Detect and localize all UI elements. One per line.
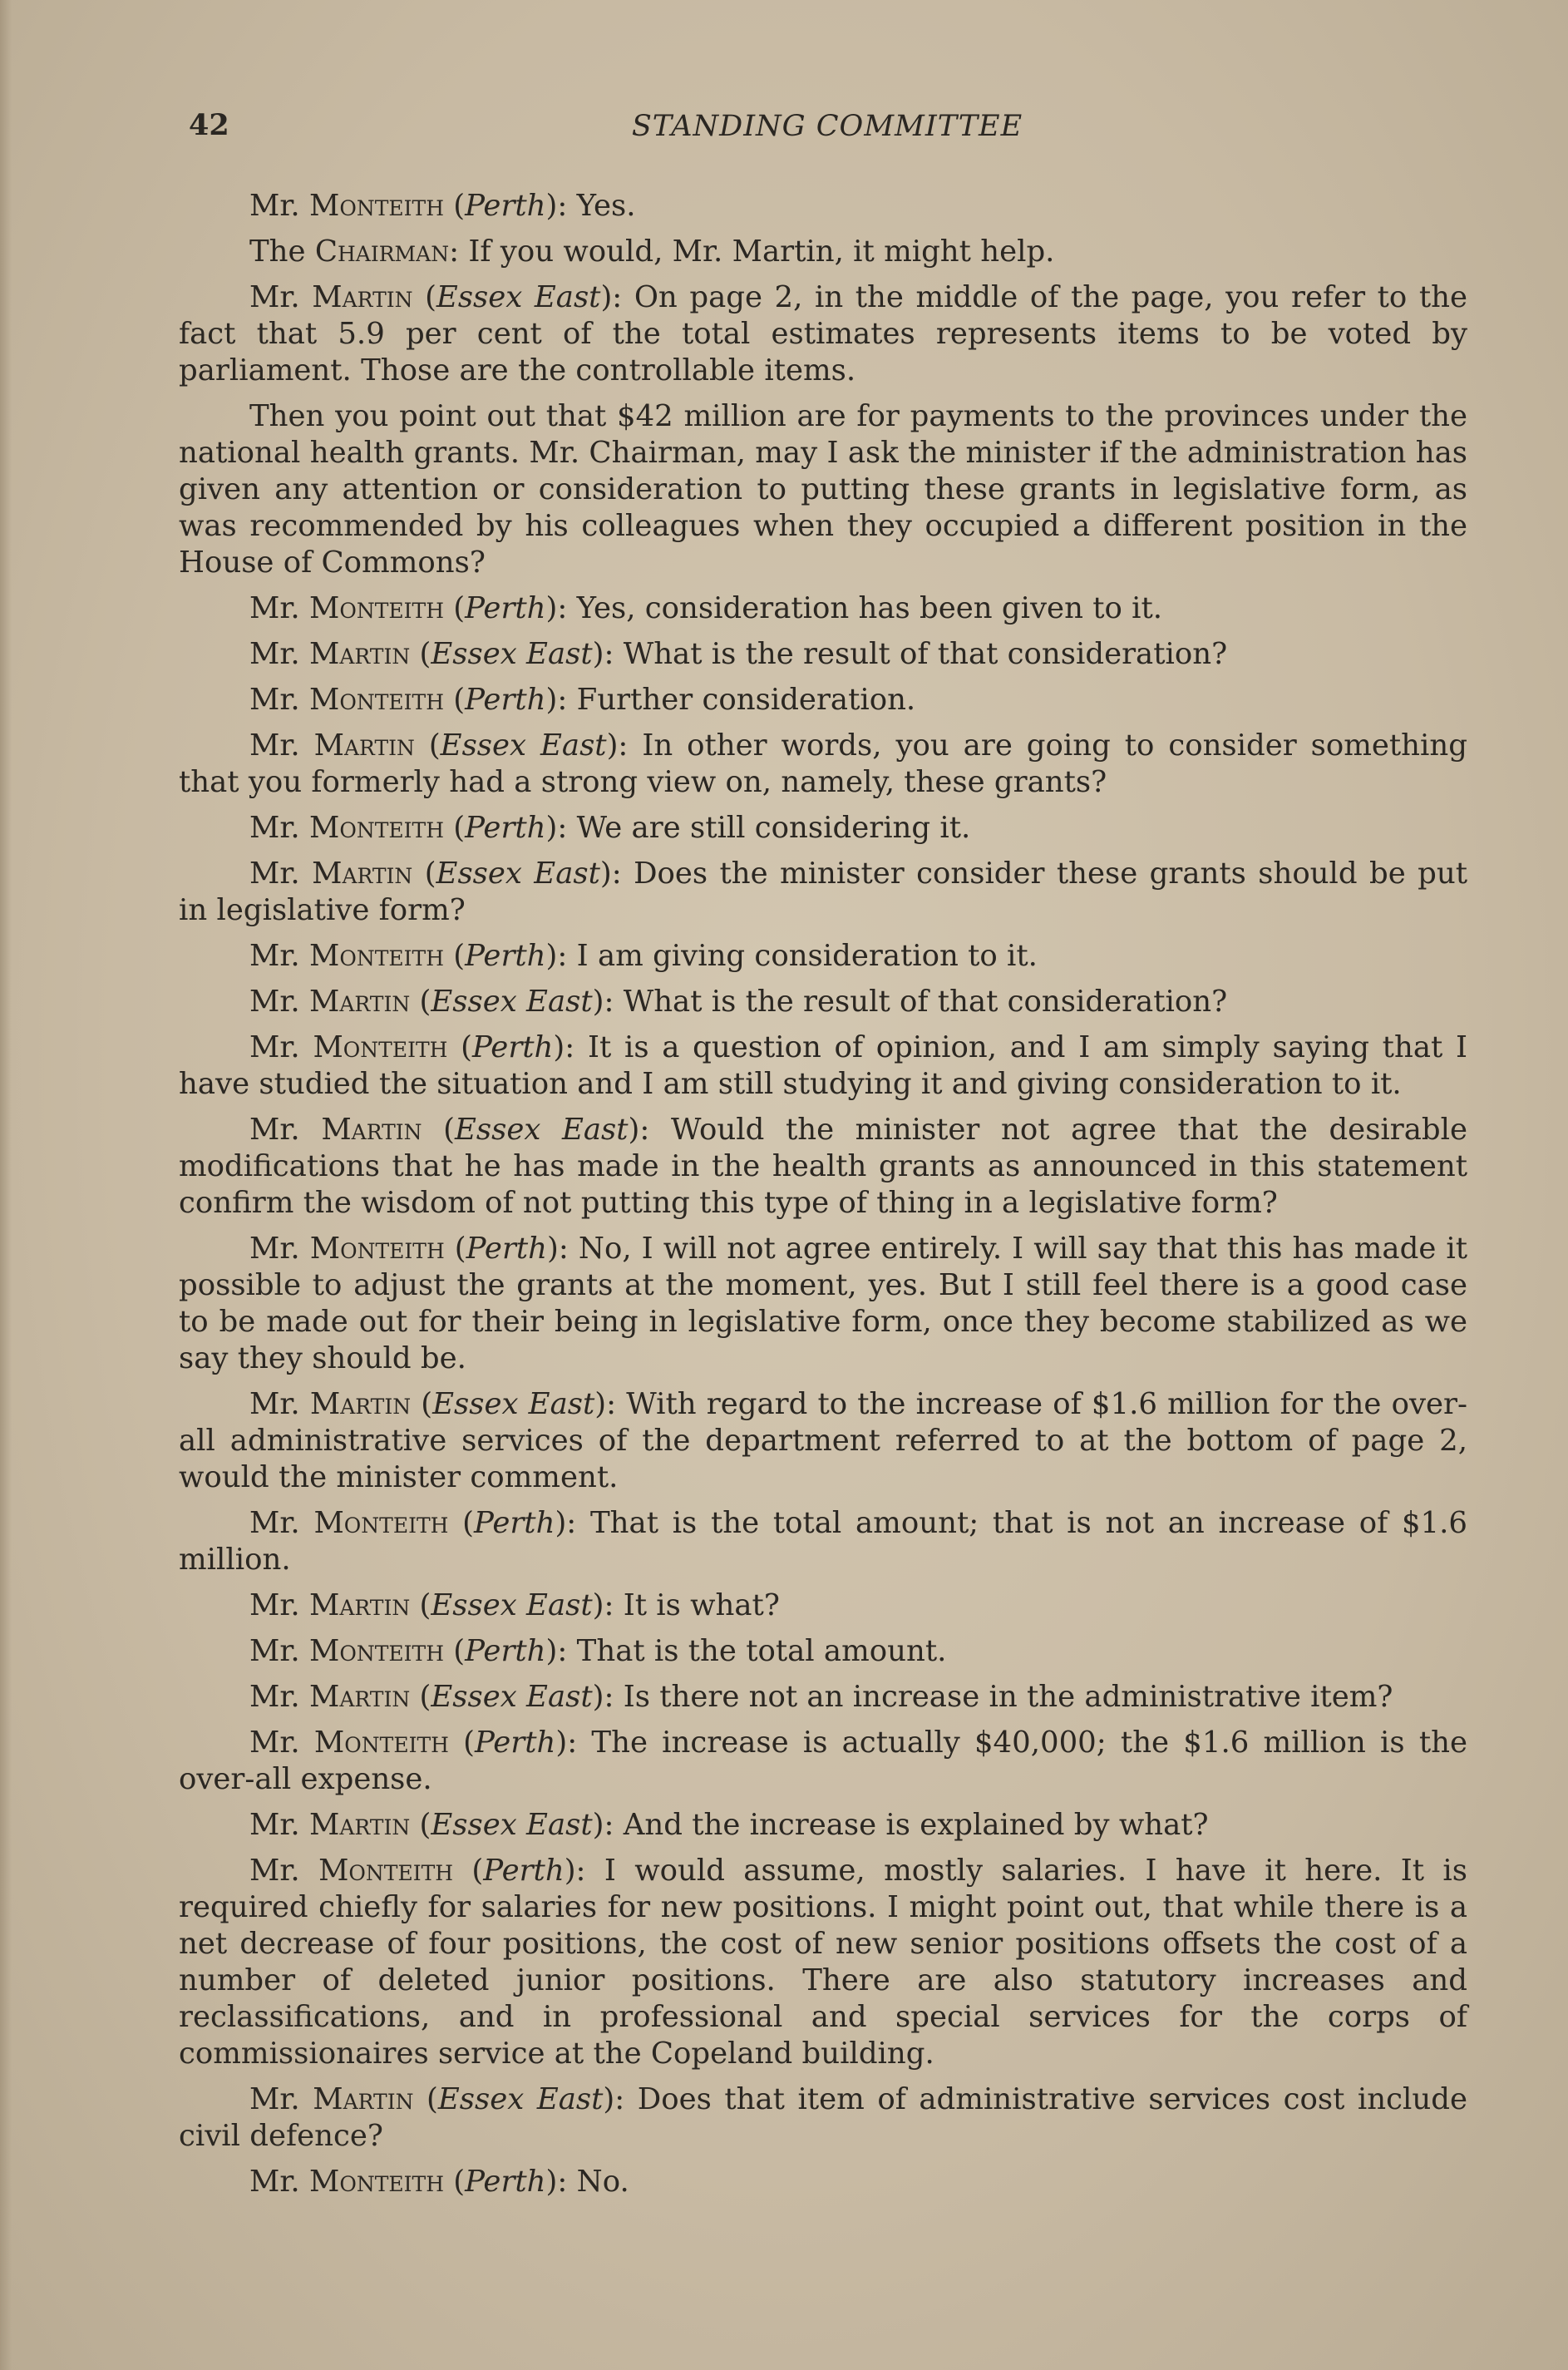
speaker-name: Martin [321, 1113, 422, 1147]
speaker-riding: Perth [465, 811, 546, 845]
paren-close: ): [592, 637, 624, 671]
transcript-paragraph [179, 279, 1467, 389]
statement-text: Would the minister not agree that the desirable modifications that he has made in the health grants as announced in this statement confirm the wisdom of not putting this type of thing in a legislative form? [179, 1113, 1467, 1220]
speaker-riding: Essex East [432, 1387, 595, 1421]
page-header [179, 100, 1476, 166]
statement-text: That is the total amount; that is not an increase of $1.6 million. [179, 1506, 1467, 1577]
transcript-paragraph [179, 1725, 1467, 1798]
speaker-riding: Essex East [436, 280, 601, 314]
transcript-paragraph [179, 728, 1467, 801]
speaker-name: Monteith [309, 591, 444, 625]
speaker-honorific: Mr. [249, 1030, 313, 1064]
paren-open: ( [412, 857, 436, 891]
speaker-honorific: Mr. [249, 1506, 314, 1540]
speaker-honorific: Mr. [249, 985, 309, 1019]
speaker-honorific: Mr. [249, 1680, 309, 1714]
speaker-honorific: Mr. [249, 1808, 309, 1842]
paren-open: ( [444, 591, 466, 625]
paren-open: ( [410, 637, 431, 671]
speaker-riding: Perth [465, 683, 546, 717]
speaker-name: Monteith [313, 1030, 448, 1064]
statement-text: And the increase is explained by what? [623, 1808, 1209, 1842]
speaker-name: Martin [312, 857, 413, 891]
paren-close: ): [545, 683, 577, 717]
paren-open: ( [453, 1854, 484, 1888]
transcript-paragraph [179, 234, 1467, 270]
paren-close: ): [600, 280, 634, 314]
speaker-honorific: Mr. [249, 637, 309, 671]
speaker-honorific: Mr. [249, 683, 309, 717]
speaker-honorific: Mr. [249, 811, 309, 845]
speaker-honorific: Mr. [249, 2082, 313, 2116]
speaker-name: Monteith [309, 1232, 445, 1266]
transcript-paragraph [179, 1029, 1467, 1103]
paren-open: ( [444, 811, 466, 845]
statement-text: Then you point out that $42 million are for payments to the provinces under the national health grants. Mr. Chairman, may I ask the minister if the administration has given any attention or consideration to putting these grants in legislative form, as was recommended by his colleagues when they occupied a different position in the House of Commons? [179, 399, 1467, 580]
speaker-name: Chairman [314, 235, 450, 269]
speaker-honorific: Mr. [249, 2165, 309, 2199]
speaker-name: Monteith [313, 1506, 449, 1540]
speaker-name: Monteith [313, 1726, 449, 1760]
speaker-riding: Essex East [431, 637, 593, 671]
speaker-name: Monteith [309, 2165, 444, 2199]
speaker-honorific: Mr. [249, 591, 309, 625]
speaker-name: Monteith [309, 939, 444, 973]
statement-text: What is the result of that consideration? [623, 637, 1228, 671]
page-number: 42 [189, 108, 229, 142]
statement-text: In other words, you are going to consider something that you formerly had a strong view on, namely, these grants? [179, 728, 1467, 799]
running-head: STANDING COMMITTEE [631, 110, 1023, 143]
paren-open: ( [444, 2165, 466, 2199]
paren-close: ): [603, 2082, 638, 2116]
speaker-name: Martin [312, 280, 413, 314]
speaker-name: Martin [309, 1588, 411, 1622]
paren-open: ( [444, 189, 466, 223]
paren-close: ): [545, 1634, 577, 1668]
speaker-name: Martin [309, 1387, 412, 1421]
paren-close: ): [555, 1506, 590, 1540]
paren-open: ( [447, 1030, 473, 1064]
paren-open: ( [412, 280, 436, 314]
transcript-paragraph [179, 636, 1467, 673]
paren-close: ): [545, 591, 577, 625]
paren-close: ): [564, 1854, 604, 1888]
speaker-honorific: Mr. [249, 280, 313, 314]
speaker-name: Monteith [309, 1634, 444, 1668]
speaker-riding: Perth [465, 939, 546, 973]
statement-text: I would assume, mostly salaries. I have it here. It is required chiefly for salaries for new positions. I might point out, that while there is a net decrease of four positions, the cost of new senior positions offsets the cost of a number of deleted junior positions. There are also statutory increases and reclassifications, and in professional and special services for the corps of commissionaires service at the Copeland building. [179, 1854, 1467, 2071]
transcript-paragraph [179, 1505, 1467, 1578]
statement-text: What is the result of that consideration? [623, 985, 1228, 1019]
speaker-honorific: Mr. [249, 1387, 310, 1421]
speaker-name: Martin [313, 728, 415, 763]
statement-text: Yes, consideration has been given to it. [576, 591, 1163, 625]
paren-open: ( [444, 1634, 466, 1668]
transcript-body [179, 188, 1476, 2200]
speaker-riding: Perth [474, 1506, 555, 1540]
paren-open: ( [410, 1808, 431, 1842]
speaker-honorific: Mr. [249, 939, 309, 973]
paren-close: ): [606, 728, 643, 763]
statement-text: Yes. [576, 189, 636, 223]
paren-open: ( [444, 683, 466, 717]
statement-text: Further consideration. [576, 683, 916, 717]
statement-text: With regard to the increase of $1.6 million for the over-all administrative services of the department referred to at the bottom of page 2, would the minister comment. [179, 1387, 1467, 1494]
speaker-name: Martin [313, 2082, 414, 2116]
speaker-honorific: Mr. [249, 1113, 322, 1147]
speaker-riding: Perth [483, 1854, 565, 1888]
speaker-riding: Essex East [436, 857, 600, 891]
paren-close: ): [555, 1726, 592, 1760]
speaker-honorific: Mr. [249, 1726, 314, 1760]
paren-close: ): [592, 1588, 624, 1622]
speaker-name: Monteith [318, 1854, 454, 1888]
statement-text: On page 2, in the middle of the page, you refer to the fact that 5.9 per cent of the total estimates represents items to be voted by parliament. Those are the controllable items. [179, 280, 1467, 388]
paren-close: ): [599, 857, 634, 891]
speaker-name: Monteith [309, 683, 444, 717]
paren-close: ): [594, 1387, 627, 1421]
speaker-name: Martin [309, 1808, 411, 1842]
transcript-paragraph [179, 1633, 1467, 1670]
speaker-name: Monteith [309, 189, 444, 223]
speaker-riding: Essex East [437, 2082, 604, 2116]
statement-text: No, I will not agree entirely. I will say that this has made it possible to adjust the grants at the moment, yes. But I still feel there is a good case to be made out for their being in legislative form, once they become stabilized as we say they should be. [179, 1232, 1467, 1375]
speaker-name: Martin [309, 1680, 411, 1714]
document-page [179, 100, 1476, 2210]
paren-close: : [449, 235, 469, 269]
transcript-paragraph [179, 188, 1467, 225]
speaker-riding: Perth [466, 1232, 548, 1266]
speaker-riding: Essex East [431, 1680, 593, 1714]
transcript-paragraph [179, 1386, 1467, 1496]
transcript-paragraph [179, 1807, 1467, 1844]
paren-close: ): [592, 1808, 624, 1842]
paren-close: ): [592, 1680, 624, 1714]
speaker-riding: Perth [474, 1726, 556, 1760]
paren-open: ( [413, 2082, 438, 2116]
speaker-name: Martin [309, 637, 411, 671]
paren-close: ): [553, 1030, 588, 1064]
statement-text: That is the total amount. [576, 1634, 947, 1668]
transcript-paragraph [179, 810, 1467, 847]
paren-close: ): [628, 1113, 671, 1147]
speaker-riding: Perth [465, 189, 546, 223]
transcript-paragraph [179, 1853, 1467, 2072]
statement-text: If you would, Mr. Martin, it might help. [468, 235, 1055, 269]
statement-text: No. [576, 2165, 629, 2199]
speaker-honorific: Mr. [249, 857, 313, 891]
speaker-riding: Perth [465, 2165, 546, 2199]
speaker-honorific: Mr. [249, 1854, 319, 1888]
statement-text: Does that item of administrative services cost include civil defence? [179, 2082, 1467, 2153]
statement-text: We are still considering it. [576, 811, 971, 845]
statement-text: It is a question of opinion, and I am simply saying that I have studied the situation and I am still studying it and giving consideration to it. [179, 1030, 1467, 1101]
paren-open: ( [410, 1588, 431, 1622]
speaker-riding: Essex East [431, 985, 593, 1019]
paren-open: ( [448, 1506, 475, 1540]
transcript-paragraph [179, 590, 1467, 627]
paren-close: ): [545, 189, 577, 223]
speaker-riding: Perth [472, 1030, 554, 1064]
paren-open: ( [448, 1726, 475, 1760]
paren-open: ( [422, 1113, 455, 1147]
paren-open: ( [410, 985, 431, 1019]
paren-close: ): [547, 1232, 579, 1266]
transcript-paragraph [179, 1112, 1467, 1222]
speaker-riding: Essex East [431, 1808, 593, 1842]
transcript-paragraph [179, 856, 1467, 929]
transcript-paragraph [179, 398, 1467, 581]
speaker-riding: Perth [465, 1634, 546, 1668]
paren-close: ): [545, 939, 577, 973]
statement-text: Is there not an increase in the administrative item? [623, 1680, 1393, 1714]
speaker-riding: Essex East [431, 1588, 593, 1622]
speaker-riding: Essex East [440, 728, 607, 763]
transcript-paragraph [179, 1587, 1467, 1624]
speaker-name: Monteith [309, 811, 444, 845]
statement-text: I am giving consideration to it. [576, 939, 1038, 973]
speaker-honorific: Mr. [249, 1634, 309, 1668]
paren-open: ( [444, 1232, 466, 1266]
transcript-paragraph [179, 682, 1467, 718]
speaker-honorific: Mr. [249, 1588, 309, 1622]
speaker-honorific: Mr. [249, 728, 314, 763]
speaker-name: Martin [309, 985, 411, 1019]
speaker-honorific: Mr. [249, 1232, 310, 1266]
paren-close: ): [592, 985, 624, 1019]
speaker-riding: Essex East [454, 1113, 629, 1147]
paren-open: ( [410, 1680, 431, 1714]
paren-open: ( [444, 939, 466, 973]
transcript-paragraph [179, 1231, 1467, 1377]
speaker-honorific: Mr. [249, 189, 309, 223]
statement-text: The increase is actually $40,000; the $1.6 million is the over-all expense. [179, 1726, 1467, 1796]
paren-open: ( [414, 728, 441, 763]
transcript-paragraph [179, 2081, 1467, 2155]
speaker-honorific: The [249, 235, 315, 269]
paren-close: ): [545, 2165, 577, 2199]
paren-open: ( [411, 1387, 433, 1421]
statement-text: Does the minister consider these grants should be put in legislative form? [179, 857, 1467, 927]
transcript-paragraph [179, 1679, 1467, 1716]
transcript-paragraph [179, 984, 1467, 1020]
transcript-paragraph [179, 2164, 1467, 2200]
paren-close: ): [545, 811, 577, 845]
page-edge [0, 0, 12, 2370]
speaker-riding: Perth [465, 591, 546, 625]
statement-text: It is what? [623, 1588, 780, 1622]
transcript-paragraph [179, 938, 1467, 975]
